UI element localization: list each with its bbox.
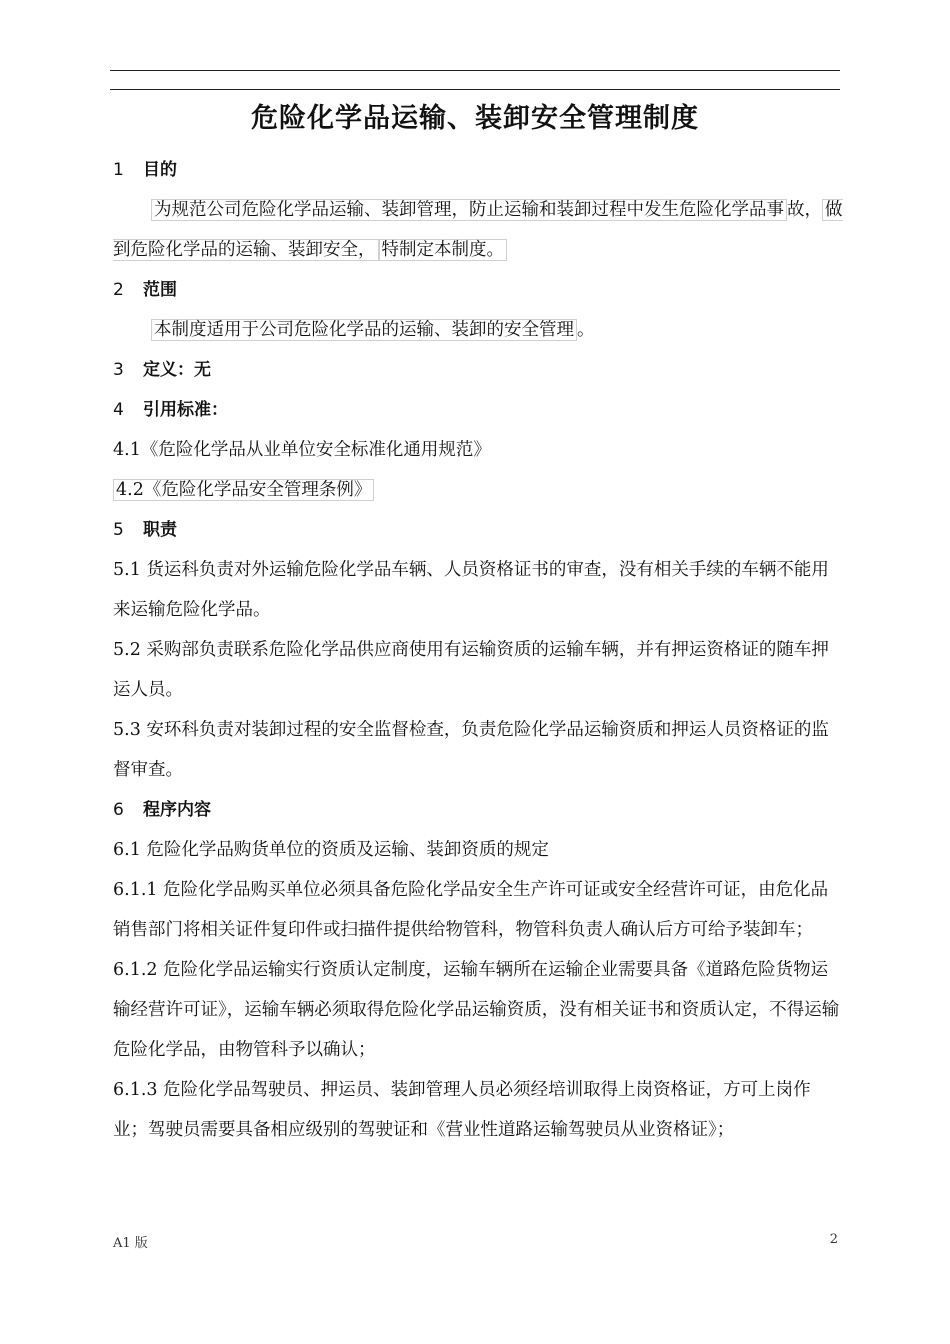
section-4-heading [113,390,843,430]
clause-6-1-2: 6.1.2 危险化学品运输实行资质认定制度，运输车辆所在运输企业需要具备《道路危险货物运输经营许可证》，运输车辆必须取得危险化学品运输资质，没有相关证书和资质认定，不得运输危险化学品，由物管科予以确认； [113,960,840,1060]
header-rule-top [110,70,840,71]
clause-5-2: 5.2 采购部负责联系危险化学品供应商使用有运输资质的运输车辆，并有押运资格证的随车押运人员。 [113,640,829,700]
section-title: 定义：无 [143,360,211,380]
section-title: 目的 [143,160,177,180]
document-body [113,150,843,1150]
section-1-body [113,190,843,270]
section-2-heading [113,270,843,310]
section-number: 2 [113,280,124,300]
text-fragment: 故， [787,200,822,220]
section-1-heading [113,150,843,190]
reference-standard-2 [113,470,843,510]
section-2-body [113,310,843,350]
clause-5-3: 5.3 安环科负责对装卸过程的安全监督检查，负责危险化学品运输资质和押运人员资格证的监督审查。 [113,720,829,780]
text-field: 为规范公司危险化学品运输、装卸管理，防止运输和装卸过程中发生危险化学品事 [151,199,787,221]
section-title: 程序内容 [143,800,211,820]
header-rule-bottom [110,89,840,90]
footer-version: A1 版 [113,1236,148,1251]
section-number: 1 [113,160,124,180]
footer-page-number: 2 [829,1232,838,1247]
text-field: 做到危险化学品的运输、装卸安全， [113,200,843,260]
section-number: 5 [113,520,124,540]
section-title: 职责 [143,520,177,540]
clause-5-1: 5.1 货运科负责对外运输危险化学品车辆、人员资格证书的审查，没有相关手续的车辆不能用来运输危险化学品。 [113,560,829,620]
clause-6-1: 6.1 危险化学品购货单位的资质及运输、装卸资质的规定 [113,840,549,860]
text-field: 4.2《危险化学品安全管理条例》 [113,479,374,501]
document-title: 危险化学品运输、装卸安全管理制度 [251,103,699,134]
section-number: 3 [113,360,124,380]
reference-standard-1: 4.1《危险化学品从业单位安全标准化通用规范》 [113,440,491,460]
section-number: 6 [113,800,124,820]
section-title: 引用标准： [143,400,228,420]
clause-6-1-1: 6.1.1 危险化学品购买单位必须具备危险化学品安全生产许可证或安全经营许可证，由危化品销售部门将相关证件复印件或扫描件提供给物管科，物管科负责人确认后方可给予装卸车； [113,880,829,940]
section-6-heading [113,790,843,830]
clause-6-1-3: 6.1.3 危险化学品驾驶员、押运员、装卸管理人员必须经培训取得上岗资格证，方可上岗作业；驾驶员需要具备相应级别的驾驶证和《营业性道路运输驾驶员从业资格证》； [113,1080,811,1140]
text-field: 特制定本制度。 [379,239,508,261]
section-title: 范围 [143,280,177,300]
section-5-heading [113,510,843,550]
text-fragment: 。 [577,320,595,340]
section-number: 4 [113,400,124,420]
section-3-heading [113,350,843,390]
text-field: 本制度适用于公司危险化学品的运输、装卸的安全管理 [151,319,577,341]
